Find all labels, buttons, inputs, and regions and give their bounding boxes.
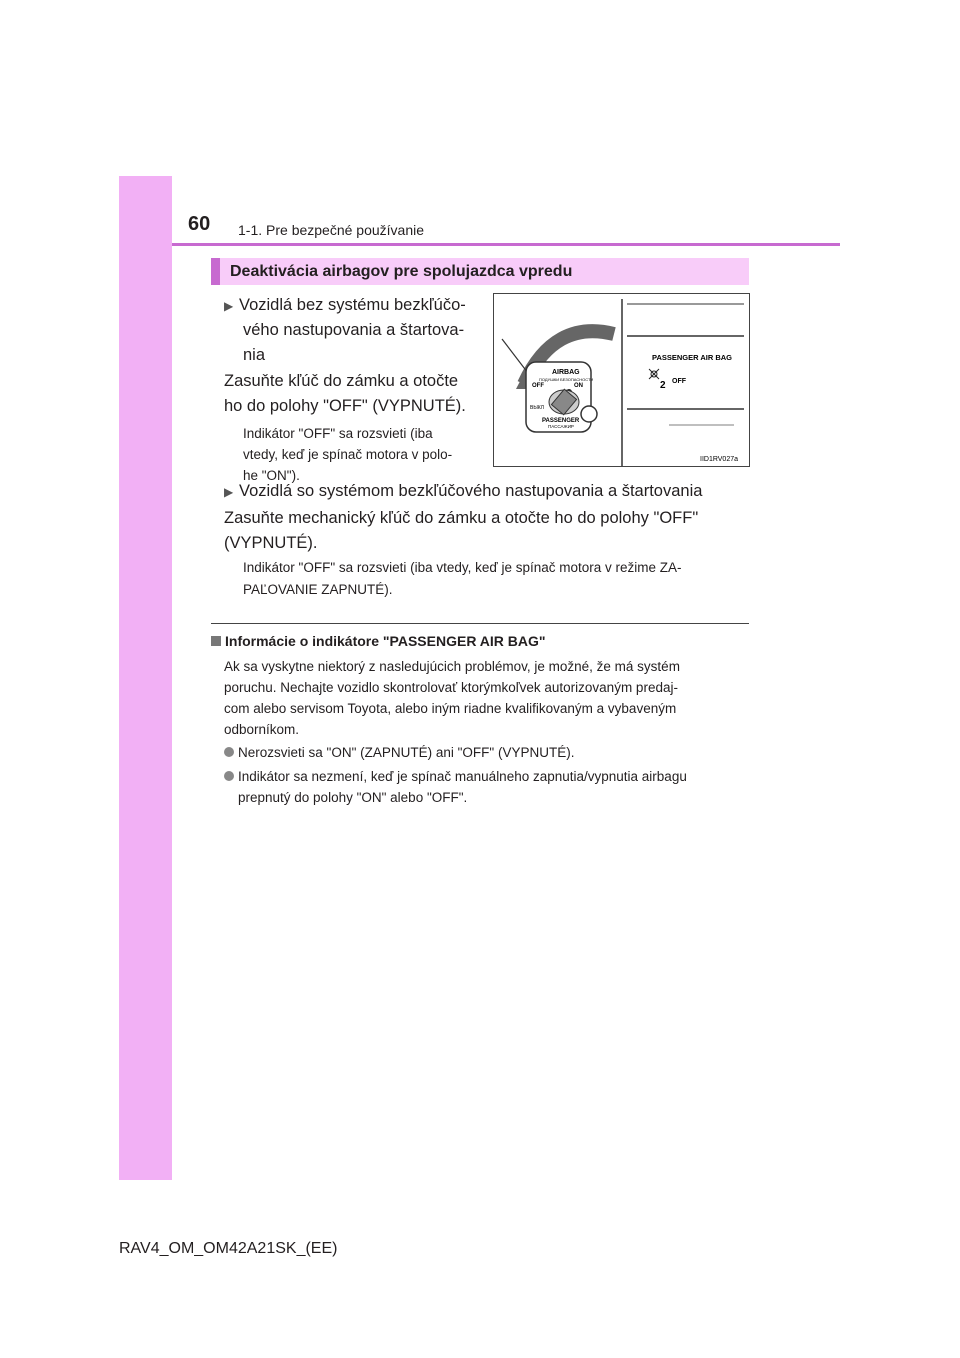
section-divider — [211, 623, 749, 624]
circle-bullet-icon — [224, 747, 234, 757]
info-item-2-line-2: prepnutý do polohy "ON" alebo "OFF". — [238, 790, 468, 805]
bullet-line-3: nia — [243, 346, 266, 364]
info-para-line-4: odborníkom. — [224, 722, 300, 737]
info-para-line-1: Ak sa vyskytne niektorý z nasledujúcich problémov, je možné, že má systém — [224, 659, 680, 674]
svg-text:ON: ON — [574, 383, 583, 389]
info-para-line-3: com alebo servisom Toyota, alebo iným riadne kvalifikovaným a vybaveným — [224, 701, 677, 716]
bullet-line-1: Vozidlá bez systému bezkľúčo- — [239, 296, 466, 314]
instruction2-line-2: (VYPNUTÉ). — [224, 534, 318, 552]
svg-text:IID1RV027a: IID1RV027a — [700, 456, 739, 463]
svg-text:ВЫКЛ: ВЫКЛ — [530, 405, 544, 411]
header-rule — [172, 243, 840, 246]
info-para-line-2: poruchu. Nechajte vozidlo skontrolovať ktorýmkoľvek autorizovaným predaj- — [224, 680, 678, 695]
bullet-no-keyless — [224, 293, 476, 319]
triangle-bullet-icon: ▶ — [224, 299, 234, 313]
info-item-1: Nerozsvieti sa "ON" (ZAPNUTÉ) ani "OFF" (VYPNUTÉ). — [224, 742, 574, 763]
info-title-text: Informácie o indikátore "PASSENGER AIR BAG" — [225, 633, 546, 649]
section-title: 1-1. Pre bezpečné používanie — [238, 222, 425, 238]
svg-text:PASSENGER: PASSENGER — [542, 418, 580, 424]
page-number: 60 — [188, 213, 211, 235]
info-item-2: Indikátor sa nezmení, keď je spínač manuálneho zapnutia/vypnutia airbagu — [224, 766, 749, 787]
instruction-line-1: Zasuňte kľúč do zámku a otočte — [224, 372, 459, 390]
svg-text:ПОДУШКИ БЕЗОПАСНОСТИ: ПОДУШКИ БЕЗОПАСНОСТИ — [539, 377, 594, 382]
note2-line-2: PAĽOVANIE ZAPNUTÉ). — [243, 582, 393, 597]
svg-text:OFF: OFF — [672, 378, 686, 385]
svg-text:ПАССАЖИР: ПАССАЖИР — [548, 424, 574, 429]
svg-text:PASSENGER AIR BAG: PASSENGER AIR BAG — [652, 353, 733, 362]
info-heading — [211, 633, 546, 649]
bullet-keyless — [224, 479, 702, 505]
note-line-1: Indikátor "OFF" sa rozsvieti (iba — [243, 426, 433, 441]
instruction-line-2: ho do polohy "OFF" (VYPNUTÉ). — [224, 397, 466, 415]
bullet-keyless-label: Vozidlá so systémom bezkľúčového nastupovania a štartovania — [239, 482, 703, 500]
note-line-2: vtedy, keď je spínač motora v polo- — [243, 447, 453, 462]
airbag-off-icon — [649, 369, 659, 379]
footer-doc-code: RAV4_OM_OM42A21SK_(EE) — [119, 1240, 338, 1257]
circle-bullet-icon — [224, 771, 234, 781]
svg-text:2: 2 — [660, 380, 666, 391]
svg-text:AIRBAG: AIRBAG — [552, 369, 580, 376]
airbag-switch-figure — [493, 293, 750, 467]
triangle-bullet-icon: ▶ — [224, 485, 234, 499]
bullet-line-2: vého nastupovania a štartova- — [243, 321, 465, 339]
instruction2-line-1: Zasuňte mechanický kľúč do zámku a otočte ho do polohy "OFF" — [224, 509, 699, 527]
airbag-switch-illustration — [494, 294, 749, 466]
section-heading: Deaktivácia airbagov pre spolujazdca vpredu — [211, 258, 749, 285]
note2-line-1: Indikátor "OFF" sa rozsvieti (iba vtedy, keď je spínač motora v režime ZA- — [243, 560, 682, 575]
side-tab-bar — [119, 176, 172, 1180]
svg-text:OFF: OFF — [532, 383, 544, 389]
note-line-3: he "ON"). — [243, 468, 300, 483]
square-bullet-icon — [211, 636, 221, 646]
